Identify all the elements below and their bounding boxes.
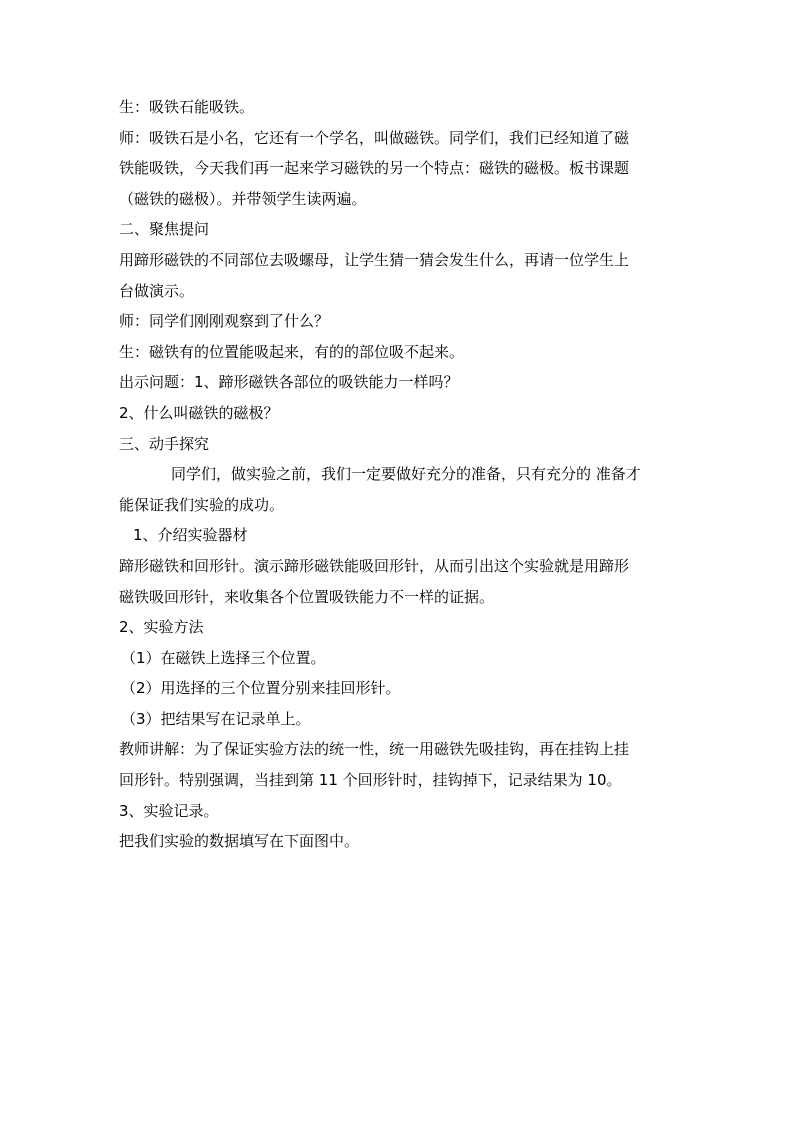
text-line: 生：磁铁有的位置能吸起来，有的的部位吸不起来。 (119, 342, 465, 361)
section-heading: 三、动手探究 (119, 434, 210, 453)
list-item: （3）把结果写在记录单上。 (121, 709, 311, 728)
section-heading: 二、聚焦提问 (119, 220, 210, 239)
text-line: 台做演示。 (119, 281, 195, 300)
text-line: 2、什么叫磁铁的磁极？ (119, 403, 279, 422)
text-line: 把我们实验的数据填写在下面图中。 (119, 832, 360, 851)
text-line: 能保证我们实验的成功。 (119, 495, 285, 514)
subsection-heading: 1、介绍实验器材 (133, 526, 248, 545)
text-line: 用蹄形磁铁的不同部位去吸螺母，让学生猜一猜会发生什么，再请一位学生上 (119, 250, 630, 269)
text-line: 生：吸铁石能吸铁。 (119, 98, 255, 116)
text-line: 同学们，做实验之前，我们一定要做好充分的准备，只有充分的 准备才 (171, 465, 641, 484)
text-line: 铁能吸铁，今天我们再一起来学习磁铁的另一个特点：磁铁的磁极。板书课题 (119, 159, 630, 178)
text-line: 师：吸铁石是小名，它还有一个学名，叫做磁铁。同学们，我们已经知道了磁 (119, 128, 630, 147)
document-body (119, 92, 679, 857)
subsection-heading: 3、实验记录。 (119, 801, 219, 820)
list-item: （2）用选择的三个位置分别来挂回形针。 (121, 679, 401, 698)
list-item: （1）在磁铁上选择三个位置。 (121, 648, 326, 667)
text-line: （磁铁的磁极）。并带领学生读两遍。 (119, 189, 367, 208)
text-line: 回形针。特别强调，当挂到第 11 个回形针时，挂钩掉下，记录结果为 10。 (119, 771, 622, 790)
text-line: 蹄形磁铁和回形针。演示蹄形磁铁能吸回形针，从而引出这个实验就是用蹄形 (119, 556, 630, 575)
subsection-heading: 2、实验方法 (119, 618, 204, 637)
text-line: 出示问题：1、蹄形磁铁各部位的吸铁能力一样吗？ (119, 373, 459, 392)
text-line: 师：同学们刚刚观察到了什么？ (119, 312, 330, 331)
text-line: 磁铁吸回形针，来收集各个位置吸铁能力不一样的证据。 (119, 587, 495, 606)
text-line: 教师讲解：为了保证实验方法的统一性，统一用磁铁先吸挂钩，再在挂钩上挂 (119, 740, 630, 759)
